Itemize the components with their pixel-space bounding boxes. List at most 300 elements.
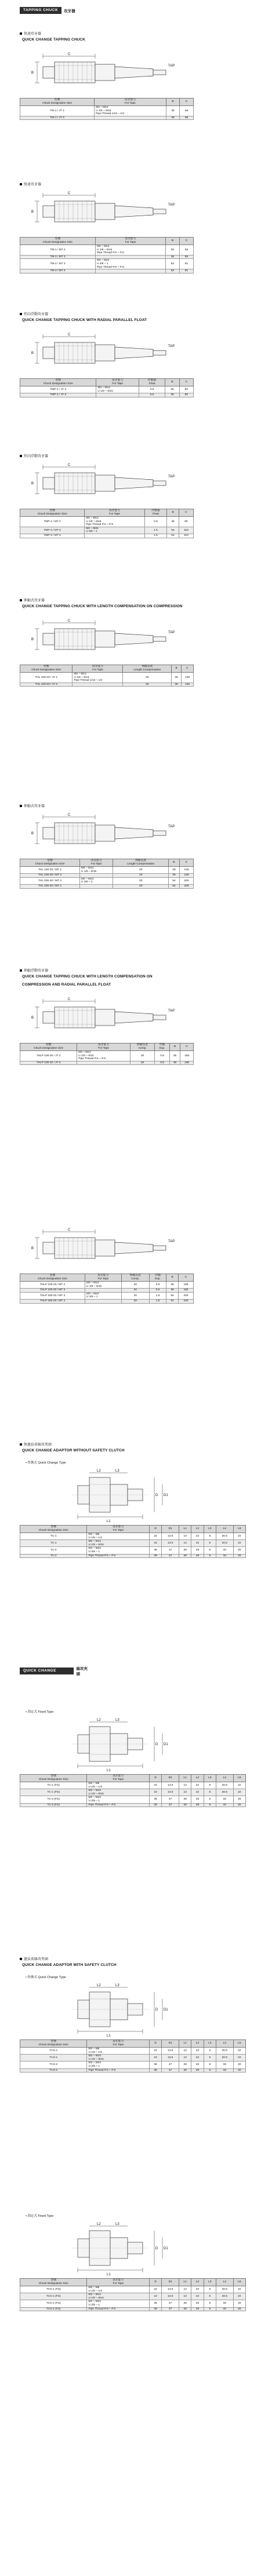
tap-range-cell: M3 ~ M14 U 1/8 ~ 9/16 Pipe Thread P.S ~ P.S	[95, 245, 165, 256]
model-cell: TMP-1 / JT 3	[20, 393, 96, 397]
column-header: 攻牙能力 For Taps	[95, 238, 165, 245]
value-cell: 35	[166, 116, 180, 120]
column-header: C	[180, 859, 194, 867]
value-cell: 6	[204, 2300, 216, 2307]
section-bar-label: QUICK CHANGE ADAPTER	[20, 1668, 74, 1674]
spec-table	[20, 859, 194, 889]
value-cell: 35	[166, 1289, 179, 1293]
value-cell: 13	[179, 2286, 191, 2293]
model-cell: THLP 200-20 / MT 4	[20, 1299, 85, 1303]
value-cell: 6	[204, 2048, 216, 2055]
value-cell: 20	[121, 1299, 149, 1303]
table-row	[20, 2068, 246, 2073]
value-cell: 13.5	[162, 1789, 179, 1796]
table-row	[20, 1789, 246, 1796]
value-cell: 20.5	[216, 2286, 233, 2293]
dim-l2-label: L2	[97, 1718, 101, 1722]
model-cell: TM-1 / JT 2	[20, 106, 95, 116]
spec-table	[20, 378, 194, 397]
dim-l1-label: L1	[107, 2034, 111, 2037]
value-cell: 148	[181, 683, 193, 687]
value-cell: 220	[178, 1299, 193, 1303]
column-header: 伸縮長度 Comp.	[121, 1274, 149, 1282]
dim-l1-label: L1	[107, 2273, 111, 2276]
dim-b-label: B	[31, 1247, 34, 1250]
table-row	[20, 527, 194, 534]
tap-range-cell: Pipe Thread P.S ~ P.S	[87, 2068, 150, 2073]
table-row	[20, 259, 194, 269]
spec-table	[20, 509, 194, 538]
table-row	[20, 884, 194, 888]
model-cell: TC-1 (Fix)	[20, 1789, 87, 1796]
value-cell: 13.5	[162, 2293, 179, 2300]
table-header-row	[20, 2279, 246, 2286]
value-cell: 47	[162, 2061, 179, 2068]
value-cell: 22	[233, 2048, 245, 2055]
tap-range-cell: M3 ~ M24 U 3/8 ~ 1	[79, 877, 113, 884]
tap-range-cell	[85, 534, 145, 538]
dim-d-label: D	[155, 1494, 158, 1497]
value-cell: 36	[149, 2068, 161, 2073]
tap-label: TAP	[168, 631, 175, 634]
value-cell: 20	[113, 867, 169, 874]
column-header: L4	[216, 1526, 233, 1533]
column-header: 攻牙能力 For Taps	[85, 509, 145, 517]
column-header: 攻牙能力 For Taps	[87, 2279, 150, 2286]
value-cell: 28	[179, 1554, 191, 1558]
bullet-icon	[20, 969, 22, 972]
dim-b-label: B	[31, 71, 34, 75]
column-header: B	[166, 98, 180, 106]
chuck-drawing-wrap	[20, 810, 194, 859]
table-row	[20, 1796, 246, 1803]
subsection-cn-text: 無過負荷絲攻夾頭	[24, 1443, 52, 1447]
model-cell: THLP 100-20 / JT 3	[20, 1061, 77, 1065]
dim-l1-label: L1	[107, 1520, 111, 1523]
value-cell: 22	[149, 1533, 161, 1540]
table-header-row	[20, 665, 194, 673]
table-header-row	[20, 238, 194, 245]
tap-label: TAP	[168, 345, 175, 348]
dim-d-label: D	[155, 2008, 158, 2012]
value-cell: 20	[233, 1796, 245, 1803]
table-row	[20, 2061, 246, 2068]
column-header: D1	[162, 1775, 179, 1782]
tap-range-cell: M3 ~ M6 U 1/8 ~ 1/4	[87, 1782, 150, 1789]
value-cell: 20	[121, 1292, 149, 1299]
value-cell: 33	[216, 2061, 233, 2068]
value-cell: 22	[149, 1782, 161, 1789]
model-cell: TMP-2 / MT 3	[20, 527, 85, 534]
adapter-drawing-wrap	[20, 1467, 194, 1526]
model-cell: TCS-1	[20, 2048, 87, 2055]
value-cell: 220	[178, 1292, 193, 1299]
column-header: 攻牙能力 For Taps	[95, 98, 166, 106]
model-cell: TMP-1 / JT 2	[20, 386, 96, 393]
tap-range-cell: M3 ~ M14 U 1/8 ~ 9/16	[85, 1282, 121, 1289]
value-cell: 54	[167, 527, 179, 534]
tap-range-cell	[96, 393, 139, 397]
model-cell: TCS-1	[20, 2055, 87, 2061]
adapter-drawing-wrap	[20, 1716, 194, 1775]
tap-range-cell: M3 ~ M6 U 1/8 ~ 1/4	[87, 2048, 150, 2055]
tap-range-cell: M3 ~ M24 U 3/8 ~ 1	[85, 527, 145, 534]
spec-table	[20, 665, 194, 687]
subsection-cn-title	[20, 453, 48, 458]
tap-range-cell: M3 ~ M14 U 1/8 ~ 9/16	[87, 2293, 150, 2300]
column-header: C	[179, 379, 193, 386]
column-header: B	[169, 1043, 180, 1051]
column-header: L4	[216, 2040, 233, 2048]
value-cell: 20	[113, 884, 169, 888]
value-cell: 20	[130, 1051, 155, 1061]
value-cell: 36	[149, 1554, 161, 1558]
value-cell: 35	[165, 245, 179, 256]
column-header: 攻牙能力 For Taps	[79, 859, 113, 867]
value-cell: 22	[233, 1789, 245, 1796]
value-cell: 0.5	[139, 393, 165, 397]
dim-d1-label: D1	[164, 1743, 168, 1746]
spec-table	[20, 1274, 194, 1304]
value-cell: 35	[172, 683, 182, 687]
block-title: QUICK CHANGE TAPPING CHUCK WITH RADIAL PARALLEL FLOAT	[22, 318, 147, 322]
value-cell: 20	[233, 1554, 245, 1558]
tap-label: TAP	[168, 1240, 175, 1243]
table-header-row	[20, 2040, 246, 2048]
table-row	[20, 1292, 194, 1299]
value-cell: 13.5	[162, 1540, 179, 1547]
bullet-icon	[20, 805, 22, 807]
tap-range-cell: M3 ~ M6 U 1/8 ~ 1/4	[87, 2286, 150, 2293]
value-cell: 22	[233, 1540, 245, 1547]
column-header: C	[181, 665, 193, 673]
bullet-icon	[20, 313, 22, 315]
value-cell: 20	[233, 1803, 245, 1807]
tap-range-cell: M3 ~ M24 U 3/8 ~ 1	[87, 1547, 150, 1554]
block-title: QUICK CHANGE ADAPTOR WITH SAFETY CLUTCH	[22, 1963, 117, 1967]
value-cell: 20	[113, 877, 169, 884]
value-cell: 28	[179, 2061, 191, 2068]
column-header: 伸縮長度 Length Compensation	[123, 665, 172, 673]
table-header-row	[20, 859, 194, 867]
dim-l3-label: L3	[115, 2223, 119, 2226]
column-header: B	[165, 379, 179, 386]
column-header: L5	[233, 2040, 245, 2048]
column-header: 攻牙能力 For Taps	[96, 379, 139, 386]
value-cell: 80	[179, 386, 193, 393]
table-row	[20, 874, 194, 878]
value-cell: 22	[191, 1540, 204, 1547]
value-cell: 20	[233, 2307, 245, 2311]
table-row	[20, 116, 194, 120]
value-cell: 35	[165, 255, 179, 259]
value-cell: 28	[179, 2300, 191, 2307]
value-cell: 22	[191, 2048, 204, 2055]
dim-c-label: C	[68, 998, 71, 1001]
table-row	[20, 2300, 246, 2307]
value-cell: 47	[162, 1803, 179, 1807]
value-cell: 54	[169, 884, 180, 888]
value-cell: 36	[149, 2300, 161, 2307]
value-cell: 36	[149, 1803, 161, 1807]
column-header: L5	[233, 2279, 245, 2286]
column-header: 型號 Chuck Designation Size	[20, 665, 72, 673]
table-header-row	[20, 1775, 246, 1782]
column-header: L2	[191, 1526, 204, 1533]
value-cell: 47	[162, 1796, 179, 1803]
value-cell: 36	[149, 2061, 161, 2068]
dim-c-label: C	[68, 619, 71, 623]
chuck-drawing-wrap	[20, 460, 194, 509]
dim-b-label: B	[31, 638, 34, 641]
value-cell: 22	[149, 2286, 161, 2293]
column-header: D	[149, 2279, 161, 2286]
value-cell: 110	[179, 527, 193, 534]
tap-range-cell: M3 ~ M14 U 1/8 ~ 9/16 Pipe Thread P.S ~ P.S	[77, 1051, 130, 1061]
chuck-drawing	[20, 330, 194, 376]
value-cell: 28	[179, 1796, 191, 1803]
value-cell: 35	[169, 867, 180, 874]
tap-range-cell	[85, 1299, 121, 1303]
tap-range-cell: M3 ~ M24 U 3/8 ~ 1	[87, 1796, 150, 1803]
chuck-drawing	[20, 188, 194, 235]
model-cell: TM-1 / MT 3	[20, 255, 96, 259]
model-cell: TCS-2	[20, 2068, 87, 2073]
column-header: L3	[204, 2040, 216, 2048]
table-row	[20, 1554, 246, 1558]
model-cell: TM-1 / JT 3	[20, 116, 95, 120]
column-header: L3	[204, 1526, 216, 1533]
model-cell: THL 100-20 / MT 3	[20, 874, 80, 878]
block-title: COMPRESSION AND RADIAL PARALLEL FLOAT	[22, 983, 111, 987]
column-header: 攻牙能力 For Taps	[87, 2040, 150, 2048]
column-header: L1	[179, 1526, 191, 1533]
tap-range-cell: M3 ~ M14 U 1/8 ~ 9/16	[87, 1540, 150, 1547]
value-cell: 36	[149, 1547, 161, 1554]
table-row	[20, 1540, 246, 1547]
value-cell: 6	[204, 1547, 216, 1554]
value-cell: 13	[179, 2293, 191, 2300]
dim-d1-label: D1	[164, 2247, 168, 2250]
value-cell: 54	[167, 534, 179, 538]
value-cell: 20	[123, 683, 172, 687]
value-cell: 200	[180, 884, 194, 888]
value-cell: 80	[179, 517, 193, 527]
subsection-cn-text: 伸縮式攻牙器	[24, 599, 45, 603]
table-row	[20, 517, 194, 527]
value-cell: 110	[179, 534, 193, 538]
value-cell: 165	[180, 1061, 194, 1065]
value-cell: 6	[204, 2061, 216, 2068]
model-cell: THLP 200-20 / MT 3	[20, 1292, 85, 1299]
adapter-drawing-wrap	[20, 1982, 194, 2040]
value-cell: 28	[191, 1796, 204, 1803]
column-header: D	[149, 1526, 161, 1533]
tap-range-cell: M3 ~ M24 U 3/8 ~ 1	[87, 2061, 150, 2068]
type-note: • 快換式 Quick Change Type	[26, 1976, 66, 1979]
table-row	[20, 877, 194, 884]
dim-c-label: C	[68, 53, 71, 56]
value-cell: 13	[179, 1540, 191, 1547]
dim-b-label: B	[31, 482, 34, 486]
model-cell: TC-1	[20, 1533, 87, 1540]
adapter-drawing	[20, 2220, 194, 2276]
value-cell: 22	[233, 2293, 245, 2300]
value-cell: 20.5	[216, 2055, 233, 2061]
value-cell: 0.5	[149, 1282, 166, 1289]
value-cell: 148	[180, 874, 194, 878]
value-cell: 1.5	[144, 527, 167, 534]
dim-l3-label: L3	[115, 1984, 119, 1987]
tap-range-cell	[79, 884, 113, 888]
value-cell: 13	[179, 1533, 191, 1540]
chuck-drawing	[20, 994, 194, 1041]
table-row	[20, 2055, 246, 2061]
model-cell: THLP 100-20 / MT 3	[20, 1289, 85, 1293]
value-cell: 28	[179, 2307, 191, 2311]
table-row	[20, 1803, 246, 1807]
value-cell: 28	[191, 2307, 204, 2311]
model-cell: THL 100-20 / MT 2	[20, 867, 80, 874]
column-header: 浮動量 Float	[144, 509, 167, 517]
model-cell: TC-2	[20, 1554, 87, 1558]
subsection-cn-title	[20, 968, 48, 973]
model-cell: TMP-2 / MT 4	[20, 534, 85, 538]
tap-range-cell: M3 ~ M14 U 1/8 ~ 9/16 Pipe Thread 1/16 ~ 1/4	[95, 106, 166, 116]
tap-label: TAP	[168, 1009, 175, 1013]
column-header: B	[165, 238, 179, 245]
value-cell: 13	[179, 2055, 191, 2061]
value-cell: 148	[180, 867, 194, 874]
table-row	[20, 245, 194, 256]
spec-table	[20, 2278, 246, 2311]
value-cell: 33	[216, 1803, 233, 1807]
adapter-drawing	[20, 1982, 194, 2037]
value-cell: 6	[204, 2055, 216, 2061]
column-header: 型號 Chuck Designation Size	[20, 1043, 77, 1051]
column-header: D	[149, 1775, 161, 1782]
value-cell: 28	[191, 1554, 204, 1558]
tap-range-cell: Pipe Thread P.S ~ P.S	[87, 2307, 150, 2311]
dim-b-label: B	[31, 1016, 34, 1020]
value-cell: 13	[179, 1789, 191, 1796]
model-cell: TCS-2 (Fix)	[20, 2307, 87, 2311]
column-header: L3	[204, 2279, 216, 2286]
column-header: B	[169, 859, 180, 867]
column-header: L1	[179, 1775, 191, 1782]
model-cell: TCS-2 (Fix)	[20, 2300, 87, 2307]
dim-c-label: C	[68, 333, 71, 337]
spec-table	[20, 1043, 194, 1065]
column-header: 型號 Chuck Designation Size	[20, 238, 96, 245]
column-header: 型號 Chuck Designation Size	[20, 1775, 87, 1782]
table-row	[20, 1299, 194, 1303]
column-header: L4	[216, 1775, 233, 1782]
column-header: L3	[204, 1775, 216, 1782]
table-row	[20, 386, 194, 393]
adapter-drawing-wrap	[20, 2220, 194, 2279]
model-cell: TM-2 / MT 4	[20, 269, 96, 273]
table-row	[20, 534, 194, 538]
subsection-cn-text: 過負荷絲攻夾頭	[24, 1958, 49, 1961]
block-title: QUICK CHANGE TAPPING CHUCK	[22, 38, 86, 42]
subsection-cn-title	[20, 181, 41, 187]
chuck-drawing	[20, 49, 194, 96]
value-cell: 22	[191, 1533, 204, 1540]
value-cell: 22	[191, 2286, 204, 2293]
value-cell: 47	[162, 2068, 179, 2073]
column-header: L1	[179, 2279, 191, 2286]
block-title: QUICK CHANGE TAPPING CHUCK WITH LENGTH COMPENSATION ON	[22, 975, 153, 979]
subsection-cn-text: 徑向浮動攻牙器	[24, 313, 49, 316]
value-cell: 165	[180, 1051, 194, 1061]
value-cell: 28	[191, 1803, 204, 1807]
value-cell: 6	[204, 1533, 216, 1540]
table-row	[20, 1547, 246, 1554]
value-cell: 28	[179, 1547, 191, 1554]
tap-range-cell: M3 ~ M14 U 1/8 ~ 9/16	[79, 867, 113, 874]
type-note: • 固定式 Fixed Type	[26, 2214, 54, 2218]
value-cell: 47	[162, 1554, 179, 1558]
column-header: D1	[162, 2040, 179, 2048]
section-cn-label: 絲攻夾頭	[76, 1667, 88, 1676]
column-header: 伸縮長度 Length Compensation	[113, 859, 169, 867]
section-cn-label: 攻牙器	[64, 9, 75, 13]
value-cell: 22	[233, 1533, 245, 1540]
table-header-row	[20, 1274, 194, 1282]
adapter-drawing	[20, 1467, 194, 1523]
value-cell: 80	[179, 393, 193, 397]
value-cell: 20	[233, 1547, 245, 1554]
table-row	[20, 255, 194, 259]
value-cell: 13.5	[162, 2055, 179, 2061]
value-cell: 28	[191, 1547, 204, 1554]
value-cell: 28	[179, 1803, 191, 1807]
value-cell: 6	[204, 1789, 216, 1796]
value-cell: 35	[169, 1061, 180, 1065]
column-header: 型號 Chuck Designation Size	[20, 1274, 85, 1282]
value-cell: 33	[216, 1547, 233, 1554]
column-header: L2	[191, 2040, 204, 2048]
model-cell: TC-2 (Fix)	[20, 1803, 87, 1807]
value-cell: 22	[233, 2055, 245, 2061]
chuck-drawing-wrap	[20, 188, 194, 238]
tap-range-cell: M3 ~ M14 U 1/8 ~ 9/16	[87, 1789, 150, 1796]
value-cell: 165	[178, 1282, 193, 1289]
value-cell: 22	[233, 2286, 245, 2293]
table-header-row	[20, 98, 194, 106]
value-cell: 22	[191, 2055, 204, 2061]
table-row	[20, 106, 194, 116]
value-cell: 54	[165, 259, 179, 269]
tap-label: TAP	[168, 203, 175, 207]
value-cell: 20.5	[216, 1533, 233, 1540]
table-row	[20, 867, 194, 874]
subsection-cn-title	[20, 1442, 52, 1447]
column-header: 攻牙能力 For Taps	[85, 1274, 121, 1282]
subsection-cn-text: 伸縮式攻牙器	[24, 805, 45, 808]
bullet-icon	[20, 183, 22, 185]
column-header: B	[172, 665, 182, 673]
spec-table	[20, 237, 194, 273]
column-header: L1	[179, 2040, 191, 2048]
value-cell: 81	[179, 269, 193, 273]
value-cell: 20	[123, 673, 172, 683]
value-cell: 22	[149, 2055, 161, 2061]
value-cell: 35	[169, 874, 180, 878]
tap-label: TAP	[168, 825, 175, 829]
column-header: 攻牙能力 For Taps	[87, 1775, 150, 1782]
